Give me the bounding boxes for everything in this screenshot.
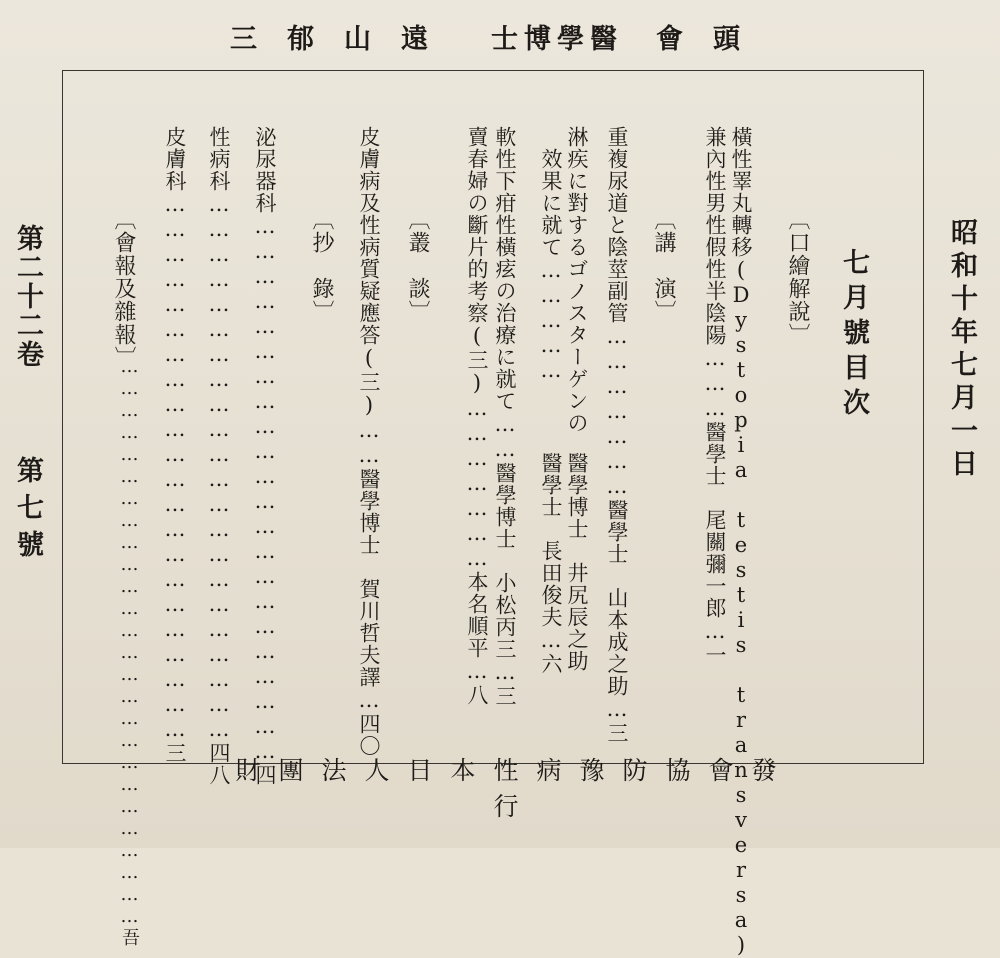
entry-1-line-1: 橫性睪丸轉移(Dystopia testis transversa) [729, 126, 753, 958]
header-title: 會頭 [656, 23, 770, 55]
issue-date: 昭和十年七月一日 [946, 218, 977, 482]
column-venereal: 性病科…………………………………………………………四八 [207, 126, 231, 786]
header-author: 三郁山遠 [230, 23, 458, 55]
section-kaihou: 〔會報及雜報〕 [111, 208, 136, 369]
section-kouen: 〔講 演〕 [651, 208, 676, 323]
kaihou-pages: ……………………………………………………………………吾 [119, 356, 140, 947]
entry-3-line-2: 效果に就て…………… [539, 148, 563, 383]
issue-number: 第七號 [12, 456, 43, 567]
publisher-footer [225, 756, 805, 821]
column-dermatology: 皮膚科…………………………………………………………三 [163, 126, 187, 764]
publisher-name: 財團法人日本性病豫防協會發行 [235, 756, 795, 821]
entry-3-author-2: 醫學士 長田俊夫…六 [539, 452, 563, 675]
entry-3-author-1: 醫學博士 井尻辰之助 [565, 452, 589, 672]
header-degree: 士博學醫 [491, 23, 623, 55]
entry-1-line-2: 兼內性男性假性半陰陽………醫學士 尾關彌一郎…一 [703, 126, 727, 666]
section-shouroku: 〔抄 錄〕 [309, 208, 334, 323]
entry-4: 軟性下疳性橫痃の治療に就て……醫學博士 小松丙三…三 [493, 126, 517, 707]
contents-title: 七月號目次 [838, 248, 869, 423]
entry-6: 皮膚病及性病質疑應答(三)……醫學博士 賀川哲夫譯…四〇 [357, 126, 381, 757]
entry-3-line-1: 淋疾に對するゴノスターゲンの [565, 126, 589, 434]
section-soudan: 〔叢 談〕 [405, 208, 430, 323]
column-urology: 泌尿器科…………………………………………………………四 [253, 126, 277, 786]
journal-header [230, 16, 770, 56]
section-kuchie: 〔口繪解說〕 [785, 208, 810, 346]
entry-2: 重複尿道と陰莖副管…………………醫學士 山本成之助…三 [605, 126, 629, 744]
entry-5: 賣春婦の斷片的考察(三)…………………本名順平…八 [465, 126, 489, 706]
volume-number: 第二十二卷 [12, 224, 43, 369]
